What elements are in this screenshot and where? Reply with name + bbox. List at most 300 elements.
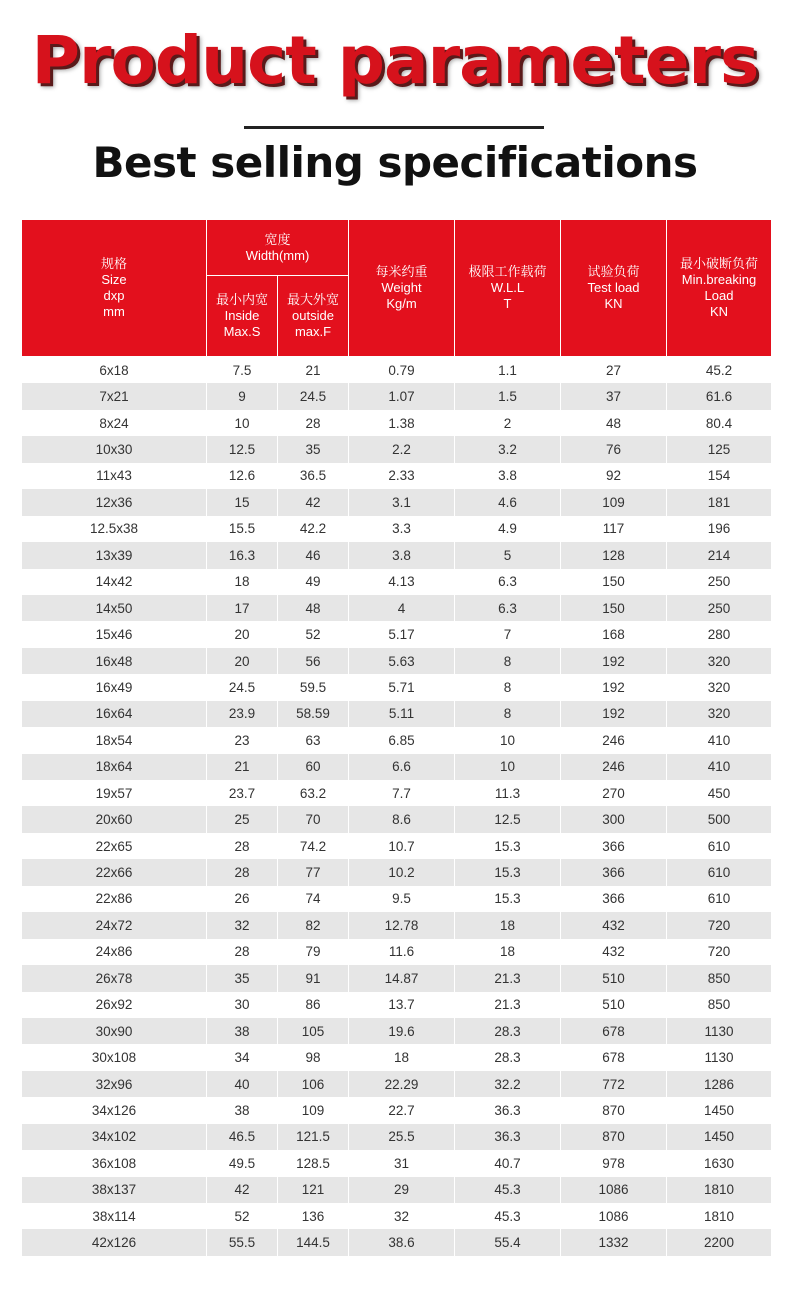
cell-test-load: 870	[561, 1124, 667, 1150]
cell-outside-width: 144.5	[278, 1229, 349, 1255]
cell-weight: 11.6	[349, 939, 455, 965]
col-outside-header	[278, 276, 349, 357]
table-row	[22, 463, 772, 489]
cell-wll: 8	[455, 674, 561, 700]
cell-weight: 29	[349, 1177, 455, 1203]
cell-size: 7x21	[22, 383, 207, 409]
cell-size: 8x24	[22, 410, 207, 436]
cell-outside-width: 121.5	[278, 1124, 349, 1150]
cell-weight: 19.6	[349, 1018, 455, 1044]
cell-wll: 1.5	[455, 383, 561, 409]
cell-test-load: 510	[561, 992, 667, 1018]
cell-inside-width: 23.9	[207, 701, 278, 727]
cell-inside-width: 20	[207, 621, 278, 647]
cell-weight: 14.87	[349, 965, 455, 991]
cell-weight: 9.5	[349, 886, 455, 912]
page-title: Product parameters	[31, 22, 759, 99]
cell-wll: 18	[455, 912, 561, 938]
cell-outside-width: 28	[278, 410, 349, 436]
cell-size: 30x108	[22, 1044, 207, 1070]
cell-outside-width: 59.5	[278, 674, 349, 700]
cell-inside-width: 38	[207, 1018, 278, 1044]
cell-breaking-load: 154	[667, 463, 772, 489]
cell-inside-width: 34	[207, 1044, 278, 1070]
cell-inside-width: 40	[207, 1071, 278, 1097]
cell-test-load: 870	[561, 1097, 667, 1123]
cell-breaking-load: 1130	[667, 1018, 772, 1044]
table-row	[22, 754, 772, 780]
cell-breaking-load: 410	[667, 727, 772, 753]
cell-breaking-load: 1810	[667, 1177, 772, 1203]
cell-breaking-load: 720	[667, 912, 772, 938]
cell-outside-width: 35	[278, 436, 349, 462]
cell-size: 11x43	[22, 463, 207, 489]
table-row	[22, 569, 772, 595]
cell-inside-width: 23.7	[207, 780, 278, 806]
cell-breaking-load: 1450	[667, 1124, 772, 1150]
col-break-en1: Min.breaking	[681, 272, 757, 287]
cell-weight: 13.7	[349, 992, 455, 1018]
cell-wll: 12.5	[455, 806, 561, 832]
cell-weight: 3.1	[349, 489, 455, 515]
col-width-cn: 宽度	[264, 231, 291, 247]
col-wll-cn: 极限工作载荷	[468, 264, 547, 279]
cell-inside-width: 12.5	[207, 436, 278, 462]
cell-wll: 55.4	[455, 1229, 561, 1255]
col-test-load-header	[561, 220, 667, 357]
cell-outside-width: 86	[278, 992, 349, 1018]
cell-breaking-load: 850	[667, 965, 772, 991]
col-inside-cn: 最小内宽	[215, 292, 268, 307]
cell-test-load: 246	[561, 727, 667, 753]
cell-test-load: 366	[561, 886, 667, 912]
cell-wll: 15.3	[455, 859, 561, 885]
cell-wll: 8	[455, 648, 561, 674]
col-width-en: Width(mm)	[245, 247, 310, 263]
cell-outside-width: 21	[278, 357, 349, 384]
cell-test-load: 192	[561, 674, 667, 700]
col-break-en3: KN	[709, 304, 729, 319]
cell-weight: 25.5	[349, 1124, 455, 1150]
cell-size: 16x49	[22, 674, 207, 700]
table-row	[22, 886, 772, 912]
cell-size: 15x46	[22, 621, 207, 647]
cell-inside-width: 7.5	[207, 357, 278, 384]
cell-size: 19x57	[22, 780, 207, 806]
cell-weight: 3.8	[349, 542, 455, 568]
table-row	[22, 674, 772, 700]
cell-outside-width: 42	[278, 489, 349, 515]
cell-weight: 10.2	[349, 859, 455, 885]
cell-breaking-load: 720	[667, 939, 772, 965]
cell-weight: 4	[349, 595, 455, 621]
cell-wll: 21.3	[455, 965, 561, 991]
cell-outside-width: 24.5	[278, 383, 349, 409]
cell-weight: 6.6	[349, 754, 455, 780]
table-row	[22, 701, 772, 727]
cell-size: 12x36	[22, 489, 207, 515]
cell-breaking-load: 610	[667, 886, 772, 912]
table-row	[22, 542, 772, 568]
cell-wll: 10	[455, 754, 561, 780]
cell-inside-width: 35	[207, 965, 278, 991]
table-row	[22, 648, 772, 674]
cell-inside-width: 21	[207, 754, 278, 780]
cell-wll: 8	[455, 701, 561, 727]
cell-test-load: 1086	[561, 1177, 667, 1203]
spec-table-container	[21, 219, 771, 1256]
cell-test-load: 432	[561, 939, 667, 965]
cell-size: 12.5x38	[22, 516, 207, 542]
table-row	[22, 516, 772, 542]
cell-outside-width: 63	[278, 727, 349, 753]
cell-size: 20x60	[22, 806, 207, 832]
spec-table-header	[22, 220, 772, 357]
cell-outside-width: 56	[278, 648, 349, 674]
cell-breaking-load: 80.4	[667, 410, 772, 436]
cell-wll: 2	[455, 410, 561, 436]
col-break-cn: 最小破断负荷	[680, 256, 759, 271]
cell-wll: 18	[455, 939, 561, 965]
cell-test-load: 168	[561, 621, 667, 647]
cell-test-load: 300	[561, 806, 667, 832]
spec-table-body	[22, 357, 772, 1256]
spec-table	[21, 219, 772, 1256]
cell-outside-width: 63.2	[278, 780, 349, 806]
cell-wll: 28.3	[455, 1018, 561, 1044]
cell-test-load: 192	[561, 701, 667, 727]
cell-inside-width: 28	[207, 859, 278, 885]
cell-test-load: 150	[561, 569, 667, 595]
cell-wll: 15.3	[455, 886, 561, 912]
table-row	[22, 806, 772, 832]
cell-breaking-load: 2200	[667, 1229, 772, 1255]
cell-breaking-load: 320	[667, 674, 772, 700]
cell-size: 26x78	[22, 965, 207, 991]
cell-breaking-load: 450	[667, 780, 772, 806]
col-wll-en2: T	[503, 296, 512, 311]
cell-size: 38x137	[22, 1177, 207, 1203]
cell-test-load: 76	[561, 436, 667, 462]
cell-breaking-load: 1450	[667, 1097, 772, 1123]
cell-wll: 4.6	[455, 489, 561, 515]
cell-inside-width: 49.5	[207, 1150, 278, 1176]
col-inside-header	[207, 276, 278, 357]
col-test-en1: Test load	[587, 280, 640, 295]
col-size-en3: mm	[103, 304, 125, 319]
cell-weight: 10.7	[349, 833, 455, 859]
cell-inside-width: 24.5	[207, 674, 278, 700]
cell-outside-width: 58.59	[278, 701, 349, 727]
cell-weight: 5.17	[349, 621, 455, 647]
cell-size: 18x54	[22, 727, 207, 753]
cell-size: 14x42	[22, 569, 207, 595]
cell-wll: 5	[455, 542, 561, 568]
cell-inside-width: 25	[207, 806, 278, 832]
cell-outside-width: 60	[278, 754, 349, 780]
col-breaking-load-header	[667, 220, 772, 357]
col-inside-en1: Inside	[224, 308, 260, 323]
table-row	[22, 1229, 772, 1255]
cell-wll: 28.3	[455, 1044, 561, 1070]
title-divider	[244, 126, 544, 129]
col-outside-en2: max.F	[294, 324, 332, 339]
cell-breaking-load: 250	[667, 569, 772, 595]
table-row	[22, 939, 772, 965]
cell-test-load: 192	[561, 648, 667, 674]
cell-size: 14x50	[22, 595, 207, 621]
cell-size: 16x48	[22, 648, 207, 674]
cell-breaking-load: 214	[667, 542, 772, 568]
cell-wll: 21.3	[455, 992, 561, 1018]
cell-wll: 36.3	[455, 1124, 561, 1150]
cell-wll: 3.2	[455, 436, 561, 462]
table-row	[22, 489, 772, 515]
table-row	[22, 1124, 772, 1150]
cell-wll: 32.2	[455, 1071, 561, 1097]
cell-size: 6x18	[22, 357, 207, 384]
table-row	[22, 621, 772, 647]
cell-breaking-load: 500	[667, 806, 772, 832]
cell-inside-width: 17	[207, 595, 278, 621]
cell-weight: 3.3	[349, 516, 455, 542]
cell-size: 24x72	[22, 912, 207, 938]
cell-wll: 6.3	[455, 595, 561, 621]
col-inside-en2: Max.S	[223, 324, 261, 339]
cell-weight: 2.33	[349, 463, 455, 489]
cell-outside-width: 74	[278, 886, 349, 912]
cell-outside-width: 82	[278, 912, 349, 938]
cell-size: 22x86	[22, 886, 207, 912]
cell-outside-width: 49	[278, 569, 349, 595]
cell-inside-width: 38	[207, 1097, 278, 1123]
cell-weight: 1.07	[349, 383, 455, 409]
cell-test-load: 1332	[561, 1229, 667, 1255]
cell-wll: 1.1	[455, 357, 561, 384]
cell-size: 32x96	[22, 1071, 207, 1097]
cell-outside-width: 74.2	[278, 833, 349, 859]
cell-outside-width: 79	[278, 939, 349, 965]
cell-weight: 0.79	[349, 357, 455, 384]
cell-breaking-load: 181	[667, 489, 772, 515]
cell-outside-width: 48	[278, 595, 349, 621]
table-row	[22, 595, 772, 621]
cell-breaking-load: 196	[667, 516, 772, 542]
cell-inside-width: 12.6	[207, 463, 278, 489]
cell-wll: 3.8	[455, 463, 561, 489]
cell-size: 22x65	[22, 833, 207, 859]
table-row	[22, 833, 772, 859]
cell-outside-width: 52	[278, 621, 349, 647]
cell-weight: 5.11	[349, 701, 455, 727]
col-size-header	[22, 220, 207, 357]
cell-test-load: 432	[561, 912, 667, 938]
cell-size: 30x90	[22, 1018, 207, 1044]
cell-test-load: 678	[561, 1044, 667, 1070]
cell-breaking-load: 61.6	[667, 383, 772, 409]
page-subtitle: Best selling specifications	[92, 138, 698, 187]
cell-test-load: 27	[561, 357, 667, 384]
cell-wll: 7	[455, 621, 561, 647]
cell-inside-width: 55.5	[207, 1229, 278, 1255]
col-wll-en1: W.L.L	[490, 280, 525, 295]
table-row	[22, 383, 772, 409]
cell-inside-width: 42	[207, 1177, 278, 1203]
cell-weight: 6.85	[349, 727, 455, 753]
col-weight-en1: Weight	[381, 280, 422, 295]
cell-size: 34x102	[22, 1124, 207, 1150]
cell-test-load: 978	[561, 1150, 667, 1176]
table-row	[22, 436, 772, 462]
cell-weight: 22.29	[349, 1071, 455, 1097]
cell-test-load: 117	[561, 516, 667, 542]
cell-test-load: 510	[561, 965, 667, 991]
cell-outside-width: 98	[278, 1044, 349, 1070]
cell-test-load: 772	[561, 1071, 667, 1097]
table-row	[22, 1150, 772, 1176]
cell-outside-width: 42.2	[278, 516, 349, 542]
col-weight-en2: Kg/m	[386, 296, 417, 311]
cell-breaking-load: 320	[667, 648, 772, 674]
col-break-en2: Load	[704, 288, 734, 303]
cell-breaking-load: 280	[667, 621, 772, 647]
table-row	[22, 1203, 772, 1229]
cell-weight: 8.6	[349, 806, 455, 832]
col-size-cn: 规格	[100, 256, 127, 271]
cell-inside-width: 26	[207, 886, 278, 912]
cell-breaking-load: 1630	[667, 1150, 772, 1176]
cell-test-load: 366	[561, 833, 667, 859]
col-weight-header	[349, 220, 455, 357]
cell-weight: 1.38	[349, 410, 455, 436]
cell-size: 18x64	[22, 754, 207, 780]
cell-breaking-load: 320	[667, 701, 772, 727]
cell-size: 13x39	[22, 542, 207, 568]
col-weight-cn: 每米约重	[375, 264, 428, 279]
cell-outside-width: 136	[278, 1203, 349, 1229]
cell-test-load: 150	[561, 595, 667, 621]
cell-wll: 45.3	[455, 1203, 561, 1229]
table-row	[22, 1018, 772, 1044]
cell-inside-width: 46.5	[207, 1124, 278, 1150]
cell-weight: 7.7	[349, 780, 455, 806]
cell-outside-width: 109	[278, 1097, 349, 1123]
cell-size: 10x30	[22, 436, 207, 462]
cell-outside-width: 106	[278, 1071, 349, 1097]
table-row	[22, 1097, 772, 1123]
cell-test-load: 128	[561, 542, 667, 568]
cell-weight: 5.71	[349, 674, 455, 700]
cell-breaking-load: 45.2	[667, 357, 772, 384]
cell-inside-width: 32	[207, 912, 278, 938]
cell-weight: 38.6	[349, 1229, 455, 1255]
cell-test-load: 92	[561, 463, 667, 489]
cell-weight: 32	[349, 1203, 455, 1229]
table-row	[22, 1044, 772, 1070]
col-width-header	[207, 220, 349, 276]
cell-outside-width: 77	[278, 859, 349, 885]
cell-inside-width: 10	[207, 410, 278, 436]
cell-weight: 22.7	[349, 1097, 455, 1123]
cell-test-load: 246	[561, 754, 667, 780]
cell-inside-width: 16.3	[207, 542, 278, 568]
cell-size: 38x114	[22, 1203, 207, 1229]
cell-breaking-load: 1286	[667, 1071, 772, 1097]
table-row	[22, 912, 772, 938]
cell-test-load: 48	[561, 410, 667, 436]
cell-breaking-load: 610	[667, 859, 772, 885]
cell-size: 16x64	[22, 701, 207, 727]
cell-outside-width: 46	[278, 542, 349, 568]
cell-inside-width: 23	[207, 727, 278, 753]
cell-size: 36x108	[22, 1150, 207, 1176]
cell-size: 26x92	[22, 992, 207, 1018]
cell-breaking-load: 1810	[667, 1203, 772, 1229]
cell-test-load: 37	[561, 383, 667, 409]
cell-weight: 18	[349, 1044, 455, 1070]
cell-inside-width: 30	[207, 992, 278, 1018]
cell-test-load: 270	[561, 780, 667, 806]
cell-test-load: 1086	[561, 1203, 667, 1229]
cell-outside-width: 105	[278, 1018, 349, 1044]
cell-breaking-load: 850	[667, 992, 772, 1018]
table-row	[22, 1177, 772, 1203]
table-row	[22, 727, 772, 753]
table-row	[22, 859, 772, 885]
cell-outside-width: 121	[278, 1177, 349, 1203]
cell-outside-width: 91	[278, 965, 349, 991]
cell-inside-width: 20	[207, 648, 278, 674]
cell-breaking-load: 410	[667, 754, 772, 780]
cell-inside-width: 28	[207, 833, 278, 859]
table-row	[22, 357, 772, 384]
col-outside-en1: outside	[292, 308, 334, 323]
cell-test-load: 678	[561, 1018, 667, 1044]
cell-test-load: 366	[561, 859, 667, 885]
cell-wll: 36.3	[455, 1097, 561, 1123]
cell-wll: 10	[455, 727, 561, 753]
cell-breaking-load: 1130	[667, 1044, 772, 1070]
cell-weight: 31	[349, 1150, 455, 1176]
cell-wll: 4.9	[455, 516, 561, 542]
cell-weight: 12.78	[349, 912, 455, 938]
cell-wll: 15.3	[455, 833, 561, 859]
cell-inside-width: 9	[207, 383, 278, 409]
cell-size: 22x66	[22, 859, 207, 885]
table-row	[22, 780, 772, 806]
cell-breaking-load: 250	[667, 595, 772, 621]
cell-size: 24x86	[22, 939, 207, 965]
col-size-en2: dxp	[103, 288, 125, 303]
cell-size: 34x126	[22, 1097, 207, 1123]
cell-size: 42x126	[22, 1229, 207, 1255]
table-row	[22, 965, 772, 991]
cell-weight: 4.13	[349, 569, 455, 595]
table-row	[22, 992, 772, 1018]
cell-wll: 11.3	[455, 780, 561, 806]
cell-inside-width: 15.5	[207, 516, 278, 542]
cell-outside-width: 36.5	[278, 463, 349, 489]
cell-weight: 2.2	[349, 436, 455, 462]
cell-wll: 6.3	[455, 569, 561, 595]
cell-inside-width: 15	[207, 489, 278, 515]
cell-inside-width: 18	[207, 569, 278, 595]
col-outside-cn: 最大外宽	[287, 292, 340, 307]
cell-breaking-load: 125	[667, 436, 772, 462]
cell-wll: 45.3	[455, 1177, 561, 1203]
cell-wll: 40.7	[455, 1150, 561, 1176]
col-size-en1: Size	[101, 272, 127, 287]
